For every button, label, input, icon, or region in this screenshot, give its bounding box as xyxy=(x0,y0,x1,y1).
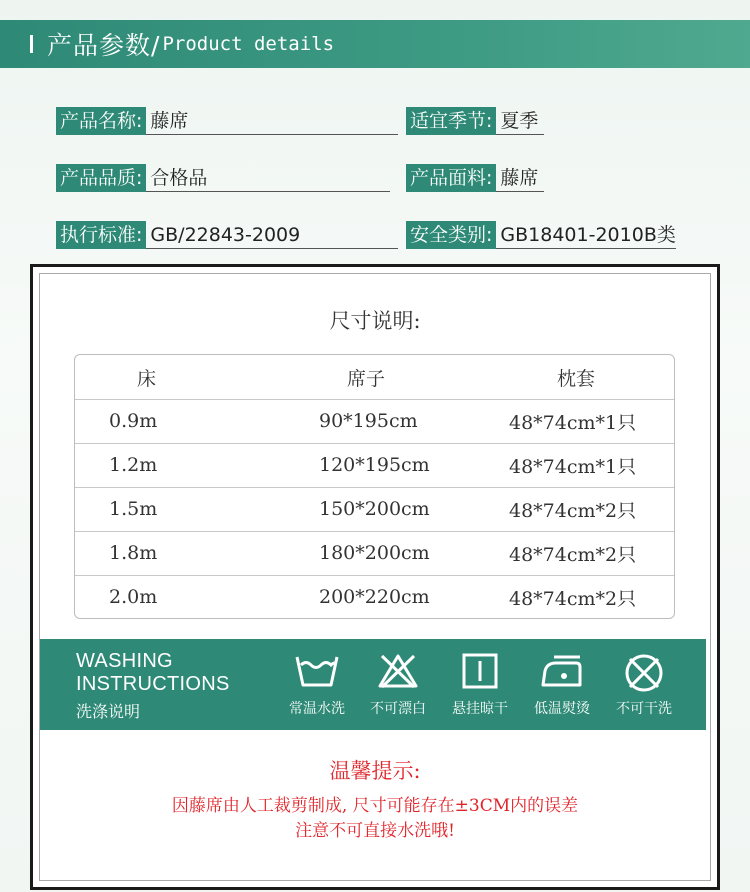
cell-pillowcase: 48*74cm*2只 xyxy=(509,587,637,610)
tip-line-2: 注意不可直接水洗哦! xyxy=(295,821,455,841)
param-fabric xyxy=(406,162,544,192)
param-standard xyxy=(56,219,398,249)
cell-mat: 120*195cm xyxy=(319,454,430,476)
cell-pillowcase: 48*74cm*1只 xyxy=(509,455,637,478)
table-row xyxy=(75,487,674,532)
size-table xyxy=(74,354,675,619)
washing-subtitle: 洗涤说明 xyxy=(76,702,141,721)
cell-pillowcase: 48*74cm*2只 xyxy=(509,543,637,566)
cell-bed: 1.8m xyxy=(109,542,158,564)
no-dry-clean-icon xyxy=(603,653,685,693)
cell-mat: 200*220cm xyxy=(319,586,430,608)
param-value: 夏季 xyxy=(496,108,544,135)
column-header-bed: 床 xyxy=(137,367,157,390)
cell-mat: 90*195cm xyxy=(319,410,418,432)
param-value: GB18401-2010B类 xyxy=(496,222,676,249)
param-label: 安全类别: xyxy=(406,221,496,249)
wash-item-normal-wash xyxy=(276,653,358,718)
low-iron-icon xyxy=(521,653,603,689)
column-header-mat: 席子 xyxy=(347,367,386,390)
table-row xyxy=(75,531,674,576)
table-header-row xyxy=(75,355,674,400)
header-title-en: Product details xyxy=(162,33,335,55)
wash-item-label: 低温熨烫 xyxy=(534,701,590,717)
washing-instructions-bar xyxy=(40,639,706,730)
param-label: 执行标准: xyxy=(56,221,146,249)
cell-mat: 150*200cm xyxy=(319,498,430,520)
wash-item-no-bleach xyxy=(357,653,439,718)
wash-item-hang-dry xyxy=(439,653,521,718)
washing-title-line2: INSTRUCTIONS xyxy=(76,673,230,695)
param-label: 产品名称: xyxy=(56,107,146,135)
hang-dry-icon xyxy=(439,653,521,689)
header-title-cn: 产品参数/ xyxy=(47,31,161,60)
no-bleach-icon xyxy=(357,653,439,689)
wash-item-no-dry-clean xyxy=(603,653,685,718)
param-value: 合格品 xyxy=(146,165,390,192)
table-row xyxy=(75,443,674,488)
cell-bed: 1.2m xyxy=(109,454,158,476)
wash-item-label: 常温水洗 xyxy=(289,701,345,717)
wash-item-label: 不可干洗 xyxy=(616,701,672,717)
cell-bed: 1.5m xyxy=(109,498,158,520)
cell-pillowcase: 48*74cm*1只 xyxy=(509,411,637,434)
param-quality xyxy=(56,162,390,192)
size-section-title: 尺寸说明: xyxy=(329,309,421,333)
param-product-name xyxy=(56,105,398,135)
wash-item-label: 悬挂晾干 xyxy=(452,701,508,717)
tip-title: 温馨提示: xyxy=(329,759,421,783)
wash-item-label: 不可漂白 xyxy=(370,701,426,717)
wash-item-low-iron xyxy=(521,653,603,718)
cell-pillowcase: 48*74cm*2只 xyxy=(509,499,637,522)
param-value: GB/22843-2009 xyxy=(146,222,398,249)
header-bar xyxy=(0,20,750,68)
table-row xyxy=(75,575,674,619)
param-value: 藤席 xyxy=(496,165,544,192)
param-value: 藤席 xyxy=(146,108,398,135)
washing-title xyxy=(76,650,230,696)
washing-title-line1: WASHING xyxy=(76,650,173,672)
wash-tub-icon xyxy=(276,653,358,689)
cell-bed: 0.9m xyxy=(109,410,158,432)
table-row xyxy=(75,399,674,444)
param-label: 产品品质: xyxy=(56,164,146,192)
cell-bed: 2.0m xyxy=(109,586,158,608)
tip-line-1: 因藤席由人工裁剪制成, 尺寸可能存在±3CM内的误差 xyxy=(171,796,579,816)
param-label: 适宜季节: xyxy=(406,107,496,135)
param-safety xyxy=(406,219,676,249)
param-label: 产品面料: xyxy=(406,164,496,192)
cell-mat: 180*200cm xyxy=(319,542,430,564)
param-season xyxy=(406,105,544,135)
header-accent-mark xyxy=(30,35,33,53)
column-header-pillowcase: 枕套 xyxy=(557,367,596,390)
